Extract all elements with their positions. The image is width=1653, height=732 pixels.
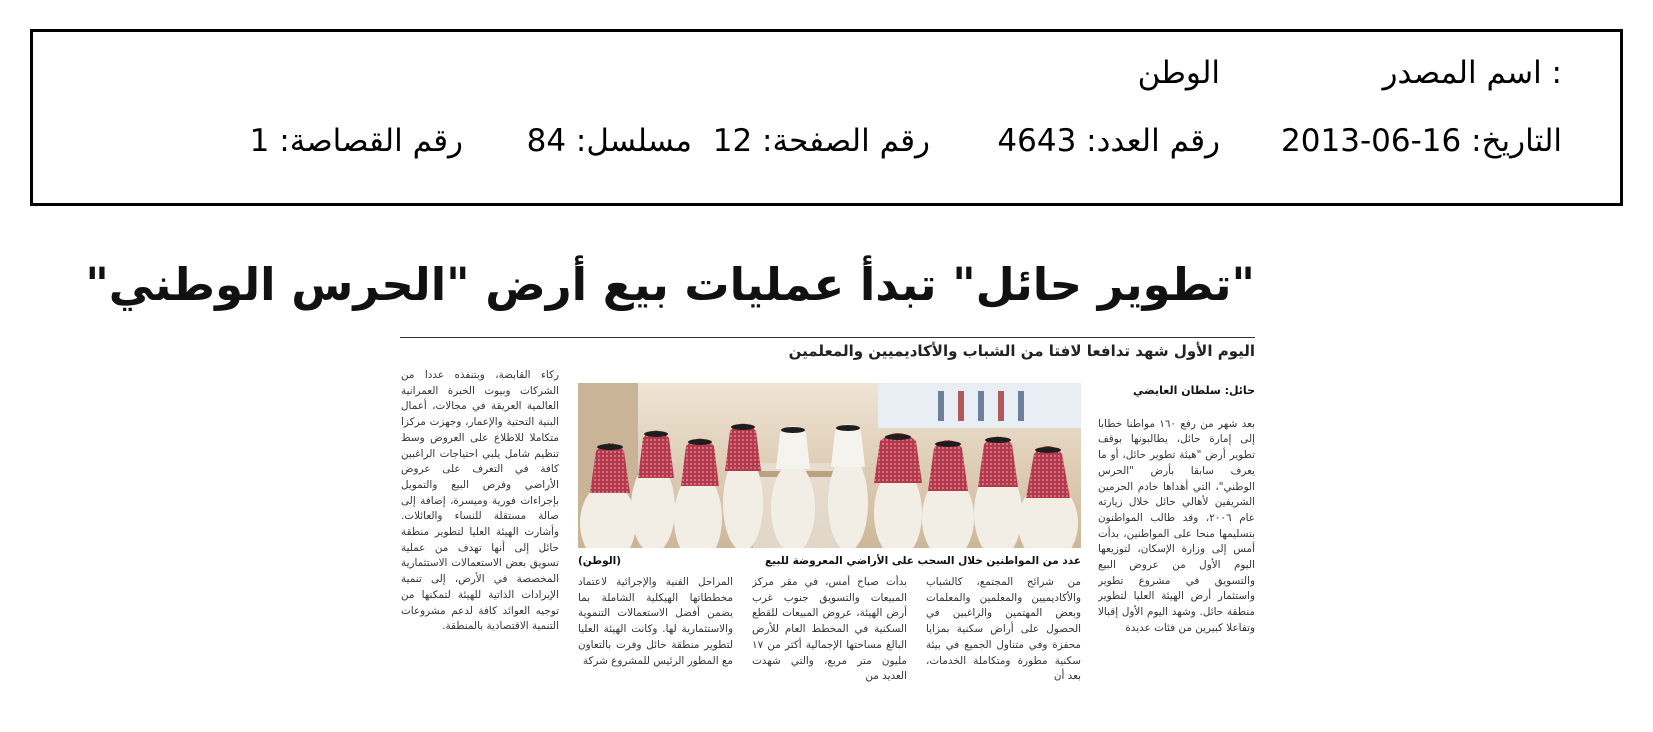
photo-credit: (الوطن)	[578, 555, 622, 567]
article-column-1	[1098, 383, 1255, 691]
photo-illustration	[578, 383, 1081, 548]
source-label: اسم المصدر :	[1382, 55, 1562, 91]
source-value: الوطن	[1137, 55, 1220, 91]
headline-divider	[400, 337, 1255, 338]
article-column-4: المراحل الفنية والإجرائية لاعتماد مخططاتها الهيكلية الشاملة بما يضمن أفضل الاستعمالات التنموية والاستثمارية لها. وكانت الهيئة العليا لتطوير منطقة حائل وفرت بالتعاون مع المطور الرئيس للمشروع شركة	[578, 576, 733, 667]
newspaper-article	[85, 250, 1255, 730]
serial-label: مسلسل: 84	[526, 123, 692, 159]
article-column-2: من شرائح المجتمع، كالشباب والأكاديميين والمعلمين والمعلمات وبعض المهتمين والراغبين في الحصول على أراض سكنية بمزايا محفزة وفي متناول الجميع في بيئة سكنية مطورة ومتكاملة الخدمات، بعد أن	[926, 576, 1081, 683]
article-byline: حائل: سلطان العايضي	[1133, 384, 1255, 397]
article-subheadline: اليوم الأول شهد تدافعا لافتا من الشباب والأكاديميين والمعلمين	[788, 342, 1255, 360]
article-photo	[578, 383, 1081, 548]
date-label: التاريخ: 16-06-2013	[1281, 123, 1562, 159]
issue-number-label: رقم العدد: 4643	[997, 123, 1220, 159]
article-column-5: ركاء القابضة، وبتنفذه عددا من الشركات وبيوت الخبرة العمرانية العالمية العريقة في مجالات، أعمال البنية التحتية والإعمار، وجهزت مركزا متكاملا للاطلاع على العروض وسط تنظيم شامل يلبي احتياجات الراغبين كافة في التعرف على عروض الأراضي وفرص البيع والتمويل بإجراءات فورية وميسرة، إضافة إلى صالة مستقلة للنساء والعائلات. وأشارت الهيئة العليا لتطوير منطقة حائل إلى أنها تهدف من عملية تسويق بعض الاستعمالات الاستثمارية المخصصة في الأرض، إلى تنمية الإيرادات الذاتية للهيئة لتمكنها من توجيه العوائد كافة لدعم مشروعات التنمية الاقتصادية بالمنطقة.	[401, 369, 559, 633]
photo-caption: عدد من المواطنين خلال السحب على الأراضي المعروضة للبيع	[764, 555, 1081, 567]
article-headline: "تطوير حائل" تبدأ عمليات بيع أرض "الحرس الوطني"	[85, 258, 1255, 311]
clip-number-label: رقم القصاصة: 1	[249, 123, 463, 159]
column-1-text: بعد شهر من رفع ١٦٠ مواطنا خطابا إلى إمارة حائل، يطالبونها بوقف تطوير أرض "هيئة تطوير حائل، أو ما يعرف سابقا بأرض "الحرس الوطني"، التي أهداها خادم الحرمين الشريفين لأهالي حائل خلال زيارته عام ٢٠٠٦، وقد طالب المواطنون بتسليمها منحا على المواطنين، بدأت أمس إلى وزارة الإسكان، لتوزيعها اليوم الأول من عروض البيع والتسويق في مشروع تطوير واستثمار أرض الهيئة العليا لتطوير منطقة حائل. وشهد اليوم الأول إقبالا وتفاعلا كبيرين من فئات عديدة	[1098, 417, 1255, 634]
page-number-label: رقم الصفحة: 12	[712, 123, 930, 159]
article-column-3: بدأت صباح أمس، في مقر مركز المبيعات والتسويق جنوب غرب أرض الهيئة، عروض المبيعات للقطع السكنية في المخطط العام للأرض البالغ مساحتها الإجمالية أكثر من ١٧ مليون متر مربع، والتي شهدت العديد من	[752, 576, 907, 683]
source-info-box	[30, 29, 1623, 206]
